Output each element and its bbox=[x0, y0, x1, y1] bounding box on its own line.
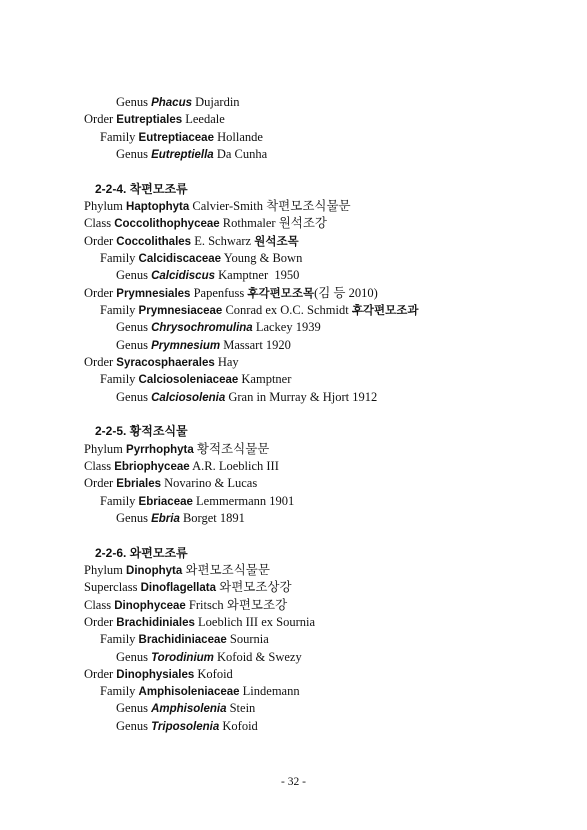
rank-label: Genus bbox=[116, 701, 148, 716]
taxon-line bbox=[84, 302, 564, 319]
rank-label: Genus bbox=[116, 146, 148, 161]
taxon-name: Chrysochromulina bbox=[151, 322, 253, 335]
taxon-line bbox=[84, 631, 564, 648]
taxon-name: Calciosolenia bbox=[151, 391, 226, 404]
taxon-line bbox=[84, 371, 564, 388]
rank-label: Order bbox=[84, 285, 114, 300]
rank-label: Genus bbox=[116, 320, 148, 335]
rank-label: Order bbox=[84, 233, 114, 248]
taxon-name: Dinoflagellata bbox=[140, 582, 216, 595]
korean-name: 와편모조상강 bbox=[219, 580, 292, 595]
taxon-author: Hollande bbox=[217, 129, 263, 144]
taxon-line bbox=[84, 683, 564, 700]
rank-label: Order bbox=[84, 476, 114, 491]
rank-label: Phylum bbox=[84, 441, 123, 456]
taxon-name: Phacus bbox=[151, 97, 192, 109]
taxon-line bbox=[84, 700, 564, 717]
taxon-name: Amphisolenia bbox=[151, 703, 227, 716]
korean-name-bold: 후각편모조목 bbox=[247, 287, 315, 300]
taxon-name: Ebriales bbox=[116, 478, 162, 491]
taxon-name: Eutreptiaceae bbox=[138, 131, 214, 144]
rank-label: Genus bbox=[116, 337, 148, 352]
taxon-line bbox=[84, 718, 564, 735]
taxon-author: Stein bbox=[229, 701, 256, 716]
taxon-name: Prymnesiales bbox=[116, 287, 191, 300]
rank-label: Superclass bbox=[84, 580, 138, 595]
taxon-author: Young & Bown bbox=[223, 250, 303, 265]
taxon-author: Kofoid bbox=[222, 718, 258, 733]
taxon-name: Haptophyta bbox=[126, 200, 190, 213]
taxon-author: Papenfuss bbox=[193, 285, 245, 300]
taxon-author: Kamptner 1950 bbox=[218, 268, 300, 283]
rank-label: Genus bbox=[116, 268, 148, 283]
document-body bbox=[84, 94, 564, 735]
rank-label: Family bbox=[100, 493, 136, 508]
taxon-name: Eutreptiales bbox=[116, 114, 183, 127]
taxon-name: Dinophyta bbox=[126, 564, 183, 577]
taxon-name: Coccolithophyceae bbox=[114, 218, 220, 231]
korean-name: 원석조강 bbox=[278, 216, 327, 231]
rank-label: Family bbox=[100, 129, 136, 144]
rank-label: Family bbox=[100, 250, 136, 265]
section-heading: 2-2-6. 와편모조류 bbox=[95, 545, 188, 560]
taxon-line bbox=[84, 146, 564, 163]
taxon-line bbox=[84, 579, 564, 596]
rank-label: Family bbox=[100, 302, 136, 317]
taxon-author: Kofoid & Swezy bbox=[217, 649, 302, 664]
korean-name-bold: 원석조목 bbox=[254, 235, 299, 248]
taxon-line bbox=[84, 597, 564, 614]
taxon-author: Leedale bbox=[185, 112, 225, 127]
taxon-line bbox=[84, 562, 564, 579]
blank-line bbox=[84, 406, 564, 423]
taxon-line bbox=[84, 337, 564, 354]
taxon-line bbox=[84, 614, 564, 631]
rank-label: Genus bbox=[116, 389, 148, 404]
page-number: - 32 - bbox=[281, 776, 306, 788]
taxon-line bbox=[84, 510, 564, 527]
taxon-line bbox=[84, 215, 564, 232]
taxon-line bbox=[84, 129, 564, 146]
taxon-author: E. Schwarz bbox=[194, 233, 252, 248]
taxon-author: Loeblich III ex Sournia bbox=[198, 614, 316, 629]
taxon-line bbox=[84, 94, 564, 111]
taxon-author: Conrad ex O.C. Schmidt bbox=[225, 302, 349, 317]
taxon-name: Prymnesiaceae bbox=[138, 304, 223, 317]
taxon-author: Lindemann bbox=[242, 684, 300, 699]
rank-label: Order bbox=[84, 666, 114, 681]
taxon-name: Amphisoleniaceae bbox=[138, 686, 240, 699]
taxon-name: Calciosoleniaceae bbox=[138, 374, 239, 387]
taxon-author: Sournia bbox=[229, 632, 269, 647]
rank-label: Family bbox=[100, 684, 136, 699]
taxon-line bbox=[84, 666, 564, 683]
section-heading: 2-2-4. 착편모조류 bbox=[95, 181, 188, 196]
taxon-line bbox=[84, 441, 564, 458]
taxon-name: Dinophysiales bbox=[116, 668, 195, 681]
rank-label: Genus bbox=[116, 718, 148, 733]
taxon-line bbox=[84, 458, 564, 475]
taxon-author: Kamptner bbox=[241, 372, 292, 387]
taxon-author: Dujardin bbox=[195, 95, 240, 109]
taxon-name: Calcidiscus bbox=[151, 270, 215, 283]
taxon-name: Coccolithales bbox=[116, 235, 192, 248]
rank-label: Family bbox=[100, 372, 136, 387]
rank-label: Genus bbox=[116, 649, 148, 664]
taxon-name: Ebria bbox=[151, 512, 180, 525]
rank-label: Class bbox=[84, 216, 112, 231]
taxon-author: Fritsch bbox=[188, 597, 224, 612]
rank-label: Family bbox=[100, 632, 136, 647]
rank-label: Class bbox=[84, 458, 112, 473]
taxon-line bbox=[84, 267, 564, 284]
blank-line bbox=[84, 163, 564, 180]
rank-label: Phylum bbox=[84, 198, 123, 213]
taxon-author: Novarino & Lucas bbox=[164, 476, 258, 491]
rank-label: Genus bbox=[116, 510, 148, 525]
rank-label: Class bbox=[84, 597, 112, 612]
taxon-name: Ebriaceae bbox=[138, 495, 193, 508]
taxon-line bbox=[84, 475, 564, 492]
taxon-author: Hay bbox=[217, 354, 239, 369]
taxon-author: A.R. Loeblich III bbox=[192, 458, 279, 473]
korean-name-bold: 후각편모조과 bbox=[351, 304, 419, 317]
taxon-name: Dinophyceae bbox=[114, 599, 186, 612]
rank-label: Phylum bbox=[84, 562, 123, 577]
korean-name: 와편모조강 bbox=[226, 597, 288, 612]
taxon-author: Rothmaler bbox=[222, 216, 276, 231]
blank-line bbox=[84, 527, 564, 544]
taxon-line bbox=[84, 285, 564, 302]
rank-label: Genus bbox=[116, 95, 148, 109]
taxon-name: Calcidiscaceae bbox=[138, 252, 222, 265]
taxon-author: Lemmermann 1901 bbox=[196, 493, 295, 508]
taxon-line bbox=[84, 198, 564, 215]
citation: (김 등 2010) bbox=[314, 285, 378, 300]
taxon-name: Prymnesium bbox=[151, 339, 221, 352]
taxon-line bbox=[84, 493, 564, 510]
taxon-line bbox=[84, 649, 564, 666]
korean-name: 착편모조식물문 bbox=[266, 198, 351, 213]
taxon-name: Pyrrhophyta bbox=[126, 443, 194, 456]
taxon-line bbox=[84, 111, 564, 128]
taxon-author: Massart 1920 bbox=[223, 337, 291, 352]
taxon-author: Da Cunha bbox=[216, 146, 268, 161]
taxon-author: Kofoid bbox=[197, 666, 233, 681]
taxon-name: Torodinium bbox=[151, 651, 214, 664]
taxon-name: Triposolenia bbox=[151, 720, 220, 733]
taxon-name: Syracosphaerales bbox=[116, 356, 215, 369]
taxon-line bbox=[84, 389, 564, 406]
taxon-author: Lackey 1939 bbox=[255, 320, 321, 335]
taxon-name: Brachidiniales bbox=[116, 616, 195, 629]
taxon-line bbox=[84, 354, 564, 371]
taxon-line bbox=[84, 233, 564, 250]
taxon-author: Calvier-Smith bbox=[192, 198, 263, 213]
rank-label: Order bbox=[84, 112, 114, 127]
korean-name: 황적조식물문 bbox=[196, 441, 270, 456]
taxon-line bbox=[84, 250, 564, 267]
rank-label: Order bbox=[84, 354, 114, 369]
korean-name: 와편모조식물문 bbox=[185, 562, 270, 577]
section-heading: 2-2-5. 황적조식물 bbox=[95, 424, 188, 439]
taxon-name: Brachidiniaceae bbox=[138, 634, 227, 647]
taxon-line bbox=[84, 319, 564, 336]
rank-label: Order bbox=[84, 614, 114, 629]
taxon-author: Gran in Murray & Hjort 1912 bbox=[228, 389, 378, 404]
taxon-author: Borget 1891 bbox=[182, 510, 245, 525]
taxon-name: Ebriophyceae bbox=[114, 460, 190, 473]
taxon-name: Eutreptiella bbox=[151, 148, 214, 161]
